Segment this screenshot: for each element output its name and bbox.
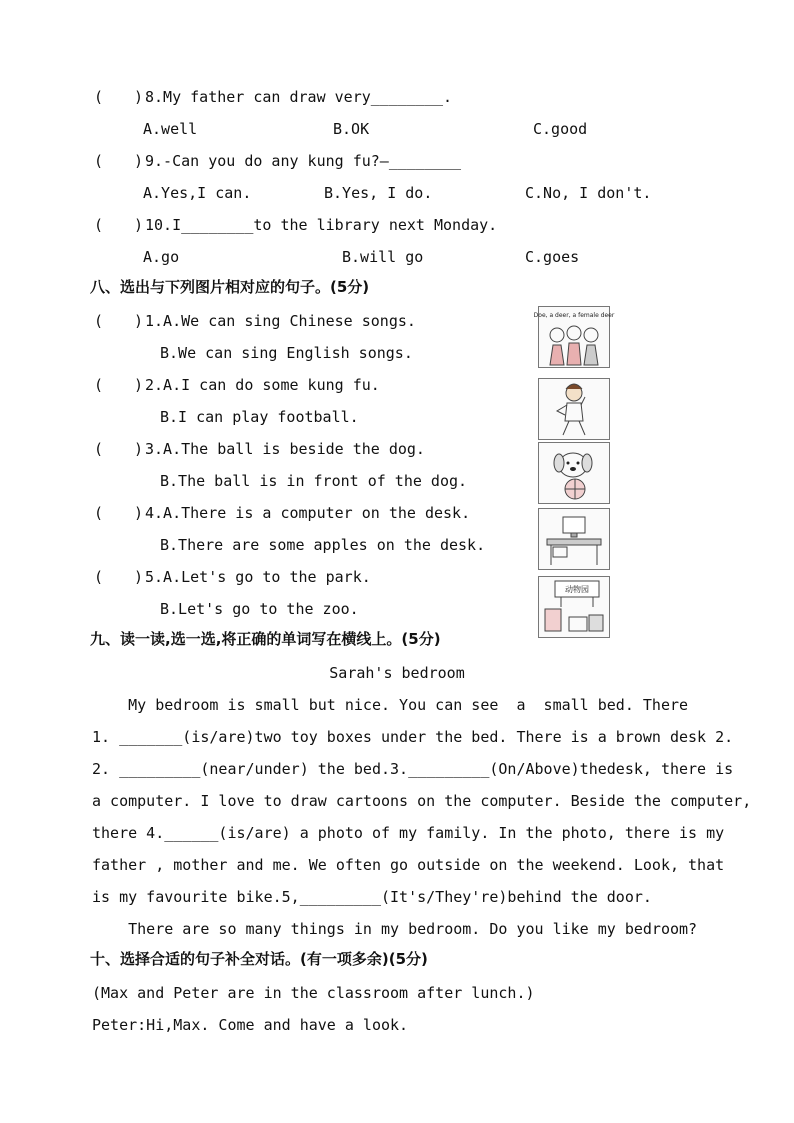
question-stem: 9.-Can you do any kung fu?—________ <box>145 152 462 170</box>
option-b: B.will go <box>342 248 424 266</box>
option-b: B.OK <box>333 120 370 138</box>
passage-line: father , mother and me. We often go outside on the weekend. Look, that <box>92 856 725 874</box>
dialogue-line: Peter:Hi,Max. Come and have a look. <box>92 1016 409 1034</box>
zoo-sign-icon <box>538 576 610 638</box>
answer-paren-open: ( <box>94 216 104 234</box>
pic1-text: Doe, a deer, a female deer <box>533 312 615 319</box>
passage-line: a computer. I love to draw cartoons on the computer. Beside the computer, <box>92 792 752 810</box>
option-c: C.No, I don't. <box>525 184 652 202</box>
option-a: A.Yes,I can. <box>143 184 252 202</box>
answer-paren-close: ) <box>134 504 144 522</box>
answer-paren-open: ( <box>94 376 104 394</box>
answer-paren-open: ( <box>94 568 104 586</box>
option-a: 4.A.There is a computer on the desk. <box>145 504 471 522</box>
answer-paren-close: ) <box>134 88 144 106</box>
answer-paren-open: ( <box>94 88 104 106</box>
option-c: C.good <box>533 120 588 138</box>
passage-line: There are so many things in my bedroom. Do you like my bedroom? <box>92 920 698 938</box>
question-stem: 10.I________to the library next Monday. <box>145 216 498 234</box>
section-8-heading: 八、选出与下列图片相对应的句子。(5分) <box>90 278 370 296</box>
section-9-heading: 九、读一读,选一选,将正确的单词写在横线上。(5分) <box>90 630 441 648</box>
option-c: C.goes <box>525 248 580 266</box>
passage-line: 1. _______(is/are)two toy boxes under the bed. There is a brown desk 2. <box>92 728 734 746</box>
answer-paren-open: ( <box>94 504 104 522</box>
answer-paren-close: ) <box>134 568 144 586</box>
option-b: B.The ball is in front of the dog. <box>160 472 468 490</box>
answer-paren-open: ( <box>94 312 104 330</box>
pic5-text: 动物园 <box>565 585 589 594</box>
passage-line: My bedroom is small but nice. You can see a small bed. There <box>92 696 689 714</box>
passage-title: Sarah's bedroom <box>329 664 465 682</box>
option-b: B.There are some apples on the desk. <box>160 536 486 554</box>
option-a: 3.A.The ball is beside the dog. <box>145 440 425 458</box>
passage-line: 2. _________(near/under) the bed.3._________(On/Above)thedesk, there is <box>92 760 734 778</box>
answer-paren-open: ( <box>94 440 104 458</box>
dialogue-intro: (Max and Peter are in the classroom after lunch.) <box>92 984 535 1002</box>
answer-paren-close: ) <box>134 216 144 234</box>
option-a: A.go <box>143 248 180 266</box>
answer-paren-close: ) <box>134 376 144 394</box>
answer-paren-close: ) <box>134 152 144 170</box>
option-a: 1.A.We can sing Chinese songs. <box>145 312 416 330</box>
passage-line: is my favourite bike.5,_________(It's/They're)behind the door. <box>92 888 652 906</box>
option-b: B.Yes, I do. <box>324 184 433 202</box>
answer-paren-open: ( <box>94 152 104 170</box>
section-10-heading: 十、选择合适的句子补全对话。(有一项多余)(5分) <box>90 950 428 968</box>
answer-paren-close: ) <box>134 440 144 458</box>
option-a: 2.A.I can do some kung fu. <box>145 376 380 394</box>
kung-fu-boy-icon <box>538 378 610 440</box>
option-b: B.Let's go to the zoo. <box>160 600 359 618</box>
passage-line: there 4.______(is/are) a photo of my family. In the photo, there is my <box>92 824 725 842</box>
option-a: A.well <box>143 120 198 138</box>
answer-paren-close: ) <box>134 312 144 330</box>
dog-and-ball-icon <box>538 442 610 504</box>
question-stem: 8.My father can draw very________. <box>145 88 453 106</box>
computer-on-desk-icon <box>538 508 610 570</box>
option-b: B.We can sing English songs. <box>160 344 413 362</box>
singing-children-icon <box>533 306 615 368</box>
option-b: B.I can play football. <box>160 408 359 426</box>
option-a: 5.A.Let's go to the park. <box>145 568 371 586</box>
